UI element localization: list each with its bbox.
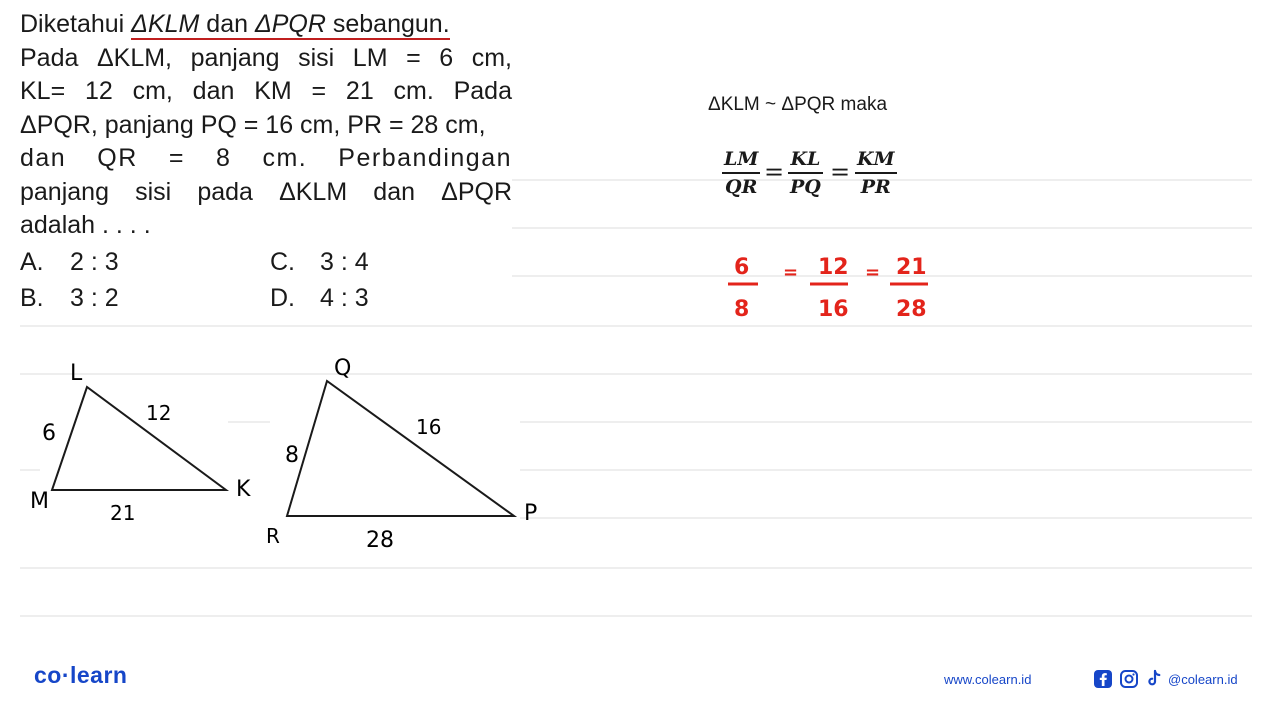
numeric-num-3: 21 — [896, 255, 927, 280]
option-d[interactable]: D. 4 : 3 — [270, 284, 369, 312]
triangles-figure — [0, 0, 600, 560]
option-a[interactable]: A. 2 : 3 — [20, 248, 119, 276]
triangle-pqr — [287, 381, 514, 516]
side-mk: 21 — [110, 501, 136, 525]
numeric-eq-2: = — [865, 262, 881, 283]
facebook-icon[interactable] — [1093, 669, 1113, 689]
instagram-icon[interactable] — [1119, 669, 1139, 689]
social-handle[interactable]: @colearn.id — [1168, 672, 1238, 687]
problem-line-6: panjang sisi pada ΔKLM dan ΔPQR — [20, 177, 512, 206]
problem-line-5: dan QR = 8 cm. Perbandingan — [20, 144, 512, 172]
vertex-l: L — [70, 361, 83, 386]
underlined-klm: ΔKLM — [131, 10, 200, 38]
vertex-k: K — [236, 477, 251, 502]
numeric-num-2: 12 — [818, 255, 849, 280]
footer-url[interactable]: www.colearn.id — [944, 672, 1032, 687]
numeric-den-1: 8 — [734, 297, 750, 322]
side-lk: 12 — [146, 401, 172, 425]
vertex-p: P — [524, 501, 538, 526]
triangle-klm — [52, 387, 226, 490]
colearn-logo: co·learn — [34, 662, 128, 688]
tiktok-icon[interactable] — [1144, 669, 1164, 689]
problem-line-1: Diketahui ΔKLM dan ΔPQR sebangun. — [20, 10, 450, 38]
vertex-m: M — [30, 489, 49, 514]
problem-line-3: KL= 12 cm, dan KM = 21 cm. Pada — [20, 77, 512, 105]
ratio-km-pr: KM PR — [857, 148, 895, 198]
numeric-den-2: 16 — [818, 297, 849, 322]
side-rp: 28 — [366, 528, 394, 553]
ratio-kl-pq: KL PQ — [790, 148, 821, 198]
option-c[interactable]: C. 3 : 4 — [270, 248, 369, 276]
equals-sign-1: = — [764, 158, 785, 186]
problem-line-7: adalah . . . . — [20, 211, 151, 239]
similarity-statement: ΔKLM ~ ΔPQR maka — [708, 94, 888, 115]
side-qr: 8 — [285, 443, 299, 468]
problem-line-4: ΔPQR, panjang PQ = 16 cm, PR = 28 cm, — [20, 110, 486, 139]
underlined-sebangun: sebangun. — [325, 10, 450, 38]
vertex-q: Q — [334, 356, 352, 381]
numeric-eq-1: = — [783, 262, 799, 283]
numeric-ratios — [700, 240, 960, 330]
side-qp: 16 — [416, 415, 442, 439]
vertex-r: R — [266, 524, 280, 548]
numeric-num-1: 6 — [734, 255, 750, 280]
numeric-den-3: 28 — [896, 297, 927, 322]
problem-line-2: Pada ΔKLM, panjang sisi LM = 6 cm, — [20, 43, 512, 72]
option-b[interactable]: B. 3 : 2 — [20, 284, 119, 312]
ratio-lm-qr: LM QR — [724, 148, 759, 198]
equals-sign-2: = — [830, 158, 851, 186]
side-lm: 6 — [42, 421, 56, 446]
